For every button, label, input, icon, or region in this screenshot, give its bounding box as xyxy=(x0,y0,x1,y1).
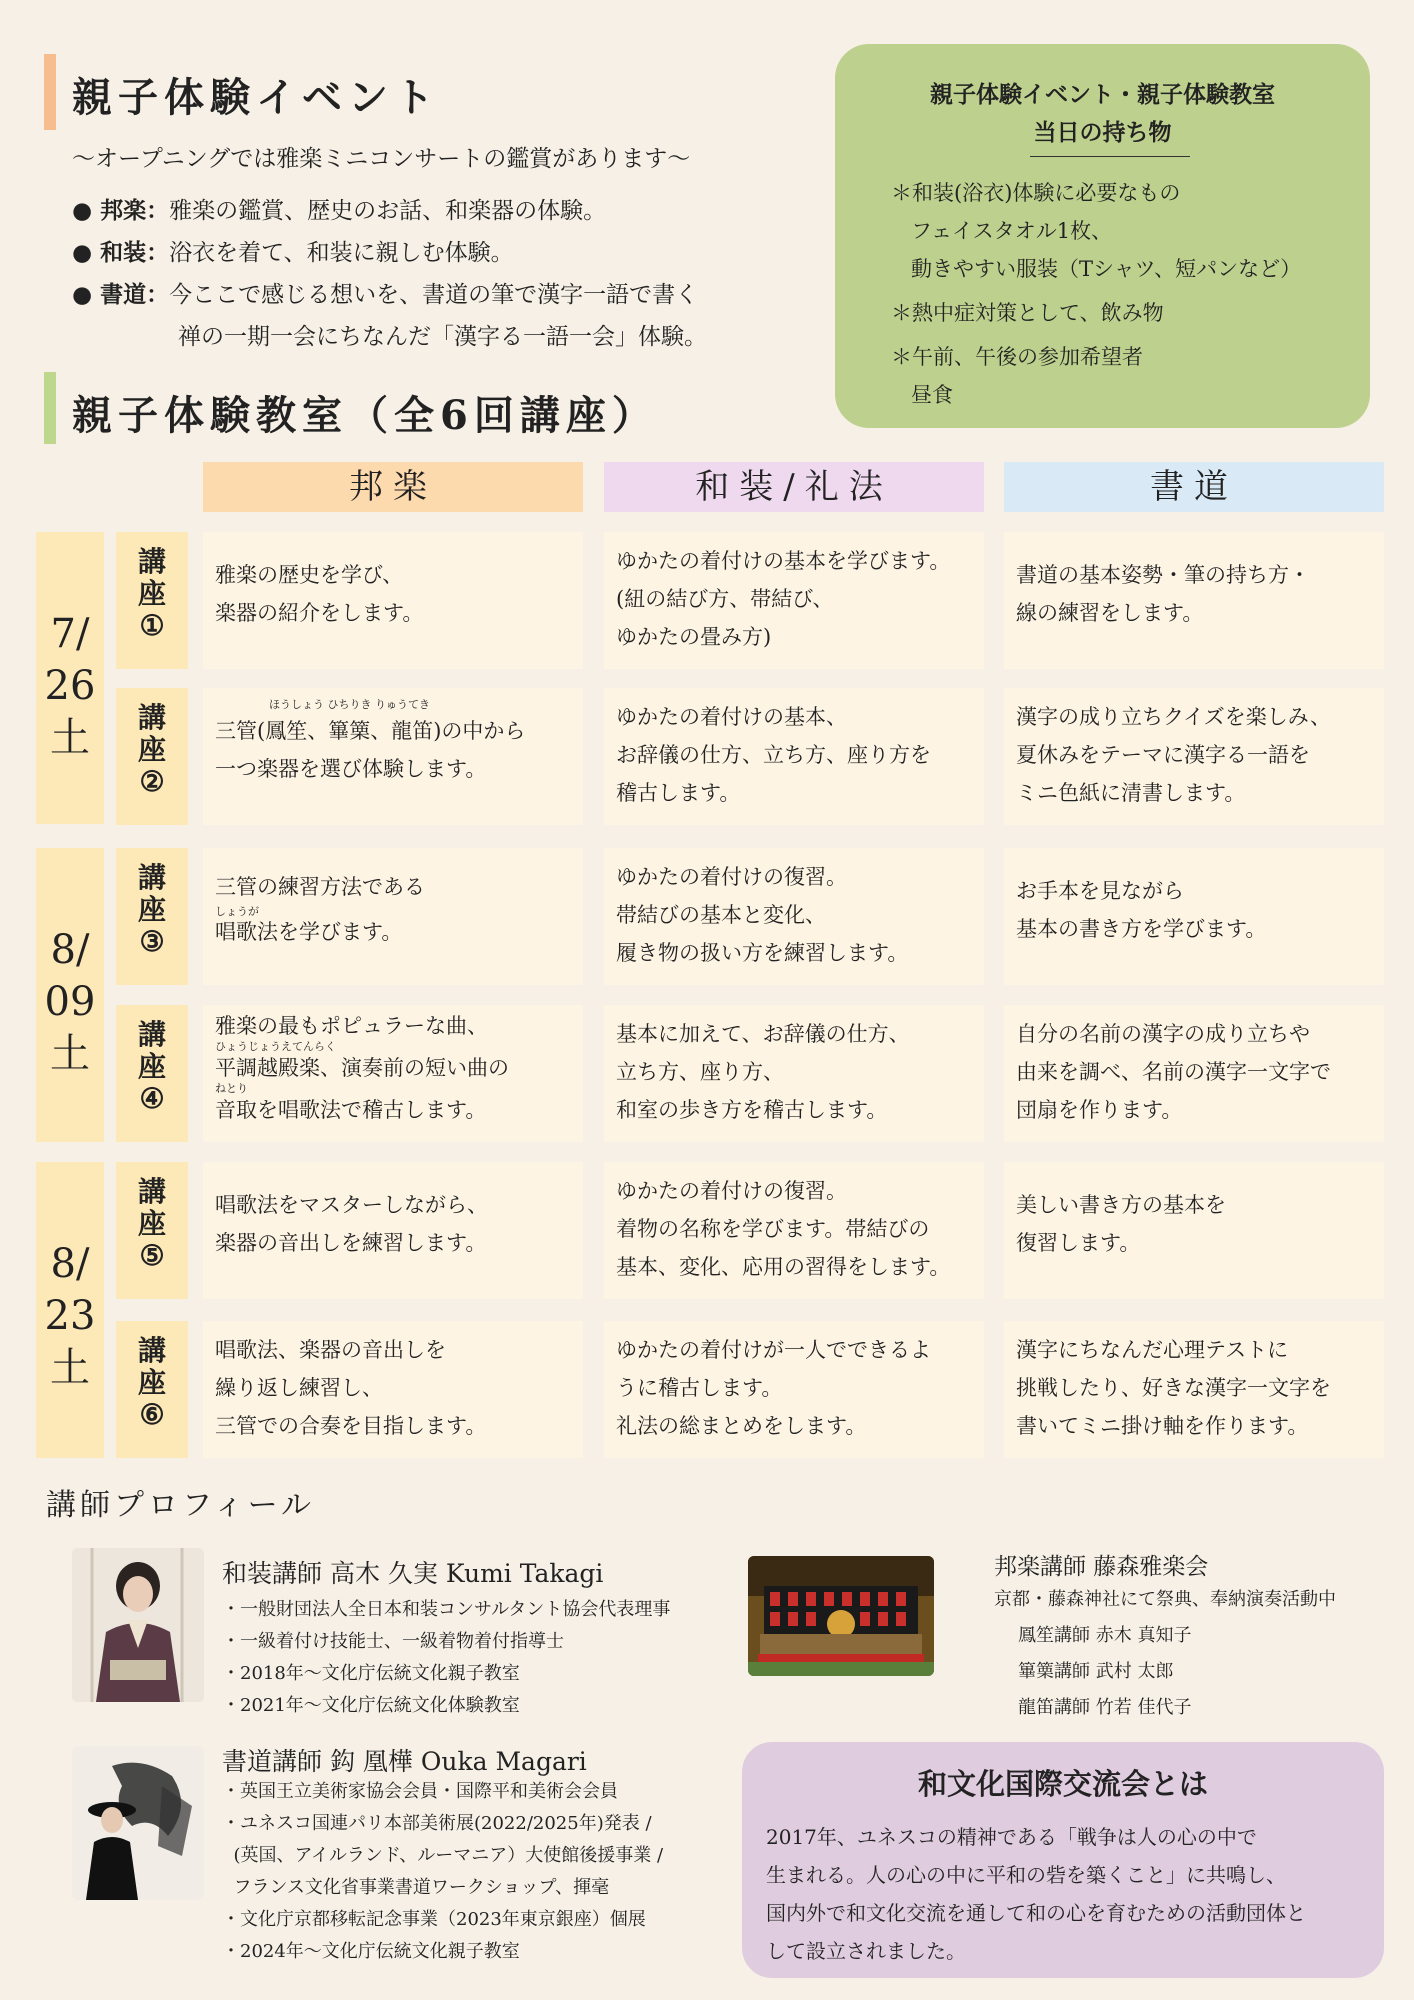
lecture-6-shodo: 漢字にちなんだ心理テストに 挑戦したり、好きな漢字一文字を 書いてミニ掛け軸を作ります。 xyxy=(1004,1321,1384,1458)
about-box xyxy=(742,1742,1384,1978)
lecture-1-hogaku: 雅楽の歴史を学び、 楽器の紹介をします。 xyxy=(203,532,583,669)
lecture-3-hogaku: 三管の練習方法である しょうが 唱歌法を学びます。 xyxy=(203,848,583,985)
event-bullet-hogaku: ● 邦楽：雅楽の鑑賞、歴史のお話、和楽器の体験。 xyxy=(72,197,607,224)
lecture-6-wasou: ゆかたの着付けが一人でできるよ うに稽古します。 礼法の総まとめをします。 xyxy=(604,1321,984,1458)
bring-item-drink: ＊熱中症対策として、飲み物 xyxy=(891,301,1164,325)
date-cell-0726: 7/ 26 土 xyxy=(36,532,104,824)
lecture-3-shodo: お手本を見ながら 基本の書き方を学びます。 xyxy=(1004,848,1384,985)
event-title: 親子体験イベント xyxy=(72,74,440,121)
kimono-woman-image xyxy=(72,1548,204,1702)
instructor-photo-magari xyxy=(72,1746,204,1900)
about-title: 和文化国際交流会とは xyxy=(917,1767,1208,1801)
lecture-label: 講 座 ⑤ xyxy=(116,1162,188,1299)
lecture-2-shodo: 漢字の成り立ちクイズを楽しみ、 夏休みをテーマに漢字る一語を ミニ色紙に清書します。 xyxy=(1004,688,1384,825)
instructor-bio-fujimori: 京都・藤森神社にて祭典、奉納演奏活動中 鳳笙講師 赤木 真知子 篳篥講師 武村 太郎 龍笛講師 竹若 佳代子 xyxy=(994,1589,1336,1718)
gagaku-performance-photo xyxy=(748,1556,934,1676)
lecture-label: 講 座 ② xyxy=(116,688,188,825)
instructor-name-magari: 書道講師 鈎 凰樺 Ouka Magari xyxy=(222,1747,587,1776)
lecture-label: 講 座 ③ xyxy=(116,848,188,985)
lecture-1-wasou: ゆかたの着付けの基本を学びます。 (紐の結び方、帯結び、 ゆかたの畳み方) xyxy=(604,532,984,669)
lecture-5-hogaku: 唱歌法をマスターしながら、 楽器の音出しを練習します。 xyxy=(203,1162,583,1299)
instructor-photo-takagi xyxy=(72,1548,204,1702)
lecture-5-wasou: ゆかたの着付けの復習。 着物の名称を学びます。帯結びの 基本、変化、応用の習得をします。 xyxy=(604,1162,984,1299)
lecture-1-shodo: 書道の基本姿勢・筆の持ち方・ 線の練習をします。 xyxy=(1004,532,1384,669)
instructor-bio-magari: ・英国王立美術家協会会員・国際平和美術会会員 ・ユネスコ国連パリ本部美術展(2022/2025年)発表 / (英国、アイルランド、ルーマニア）大使館後援事業 / フランス文化省事業書道ワークショップ、揮毫 ・文化庁京都移転記念事業（2023年東京銀座）個展 ・2024年〜文化庁伝統文化親子教室 xyxy=(222,1781,664,1962)
event-bullet-wasou: ● 和装：浴衣を着て、和装に親しむ体験。 xyxy=(72,239,514,266)
lecture-4-shodo: 自分の名前の漢字の成り立ちや 由来を調べ、名前の漢字一文字で 団扇を作ります。 xyxy=(1004,1005,1384,1142)
section-accent-bar xyxy=(44,54,56,130)
lecture-label: 講 座 ④ xyxy=(116,1005,188,1142)
instructor-bio-takagi: ・一般財団法人全日本和装コンサルタント協会代表理事 ・一級着付け技能士、一級着物着付指導士 ・2018年〜文化庁伝統文化親子教室 ・2021年〜文化庁伝統文化体験教室 xyxy=(222,1599,671,1716)
instructor-name-fujimori: 邦楽講師 藤森雅楽会 xyxy=(994,1554,1209,1580)
lecture-4-wasou: 基本に加えて、お辞儀の仕方、 立ち方、座り方、 和室の歩き方を稽古します。 xyxy=(604,1005,984,1142)
instructor-name-takagi: 和装講師 高木 久実 Kumi Takagi xyxy=(222,1559,604,1588)
bring-list-box xyxy=(835,44,1370,428)
column-header-hogaku: 邦楽 xyxy=(203,462,583,512)
profile-section-title: 講師プロフィール xyxy=(46,1488,315,1523)
event-subtitle: 〜オープニングでは雅楽ミニコンサートの鑑賞があります〜 xyxy=(72,146,691,172)
lecture-label: 講 座 ① xyxy=(116,532,188,669)
lecture-4-hogaku: 雅楽の最もポピュラーな曲、 ひょうじょうえてんらく 平調越殿楽、演奏前の短い曲の ねとり 音取を唱歌法で稽古します。 xyxy=(203,1005,583,1142)
bring-subtitle: 当日の持ち物 xyxy=(1033,119,1172,146)
bring-underline xyxy=(1030,156,1190,157)
classroom-title: 親子体験教室（全6回講座） xyxy=(72,392,658,439)
lecture-2-hogaku: ほうしょう ひちりき りゅうてき 三管(鳳笙、篳篥、龍笛)の中から 一つ楽器を選び体験します。 xyxy=(203,688,583,825)
column-header-shodo: 書道 xyxy=(1004,462,1384,512)
about-body: 2017年、ユネスコの精神である「戦争は人の心の中で 生まれる。人の心の中に平和の砦を築くこと」に共鳴し、 国内外で和文化交流を通して和の心を育むための活動団体と して設立されました。 xyxy=(766,1825,1306,1963)
lecture-2-wasou: ゆかたの着付けの基本、 お辞儀の仕方、立ち方、座り方を 稽古します。 xyxy=(604,688,984,825)
lecture-label: 講 座 ⑥ xyxy=(116,1321,188,1458)
lecture-6-hogaku: 唱歌法、楽器の音出しを 繰り返し練習し、 三管での合奏を目指します。 xyxy=(203,1321,583,1458)
lecture-3-wasou: ゆかたの着付けの復習。 帯結びの基本と変化、 履き物の扱い方を練習します。 xyxy=(604,848,984,985)
section-accent-bar xyxy=(44,372,56,444)
column-header-wasou: 和装/礼法 xyxy=(604,462,984,512)
date-cell-0823: 8/ 23 土 xyxy=(36,1162,104,1458)
bring-item-yukata: ＊和装(浴衣)体験に必要なもの フェイスタオル1枚、 動きやすい服装（Tシャツ、短パンなど） xyxy=(891,181,1302,281)
bring-title: 親子体験イベント・親子体験教室 xyxy=(930,81,1275,108)
calligraphy-woman-image xyxy=(72,1746,204,1900)
bring-item-lunch: ＊午前、午後の参加希望者 昼食 xyxy=(891,345,1143,407)
stage-image xyxy=(748,1556,934,1676)
date-cell-0809: 8/ 09 土 xyxy=(36,848,104,1142)
lecture-5-shodo: 美しい書き方の基本を 復習します。 xyxy=(1004,1162,1384,1299)
event-bullet-shodo: ● 書道：今ここで感じる想いを、書道の筆で漢字一語で書く 禅の一期一会にちなんだ「漢字る一語一会」体験。 xyxy=(72,281,707,350)
